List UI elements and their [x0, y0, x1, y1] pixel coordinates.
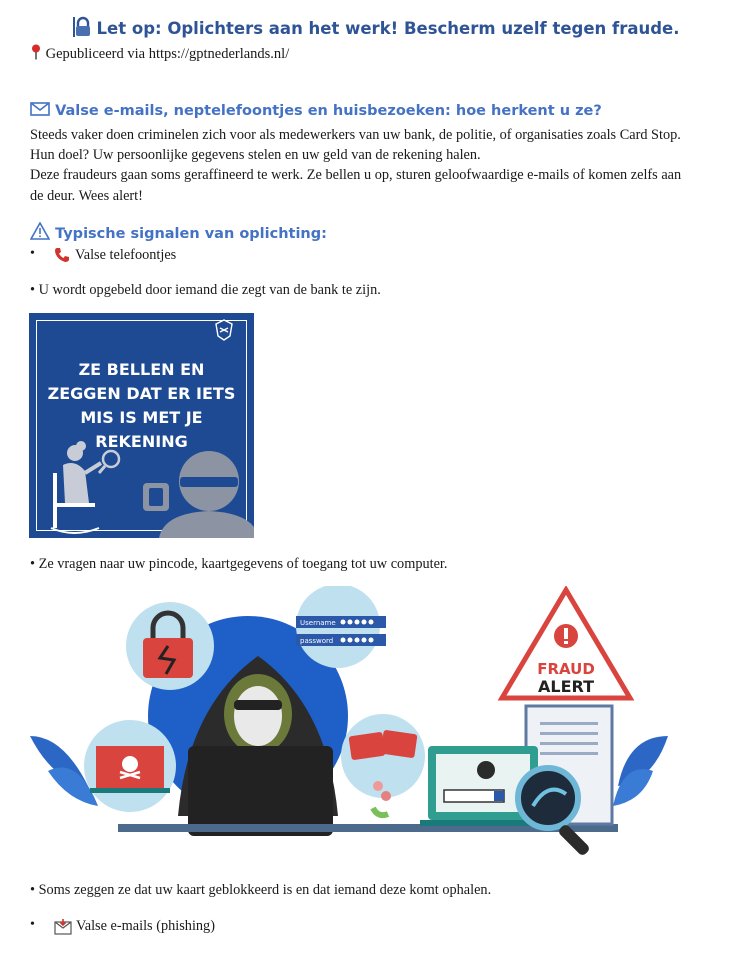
signal-item-card-pickup: • Soms zeggen ze dat uw kaart geblokkeerd is en dat iemand deze komt ophalen. [30, 882, 492, 898]
envelope-arrow-icon [54, 919, 72, 940]
svg-text:password: password [300, 637, 334, 645]
laptop-icon [188, 746, 333, 836]
lock-icon [71, 16, 93, 42]
phone-icon [54, 247, 70, 268]
intro-paragraph: Steeds vaker doen criminelen zich voor als medewerkers van uw bank, de politie, of organisaties zoals Card Stop. Hun doel? Uw persoonlijke gegevens stelen en uw geld van de rekening halen. Deze fraudeurs gaan soms geraffineerd te werk. Ze bellen u op, sturen geloofwaardige e-mails of komen zelfs aan de deur. Wees alert! [30, 127, 682, 204]
envelope-icon [30, 103, 55, 119]
section-heading-signals: Typische signalen van oplichting: [30, 222, 327, 242]
hacker-illustration [28, 586, 673, 866]
warning-icon [30, 226, 55, 242]
police-poster-image [29, 313, 254, 538]
list-item: • Valse telefoontjes [0, 246, 750, 266]
svg-text:Username: Username [300, 619, 336, 627]
page-title: Let op: Oplichters aan het werk! Bescherm uzelf tegen fraude. [0, 16, 750, 42]
section-heading-fraud-types: Valse e-mails, neptelefoontjes en huisbezoeken: hoe herkent u ze? [30, 102, 602, 119]
published-line: Gepubliceerd via https://gptnederlands.nl/ [30, 44, 289, 63]
poster-text: ZE BELLEN EN ZEGGEN DAT ER IETS MIS IS MET JE REKENING [47, 360, 236, 451]
list-item: • Valse e-mails (phishing) [0, 917, 750, 937]
svg-text:ALERT: ALERT [537, 677, 595, 696]
police-logo-icon [214, 319, 234, 346]
signal-item-pin-request: • Ze vragen naar uw pincode, kaartgegevens of toegang tot uw computer. [30, 556, 448, 572]
signal-item-bank-call: • U wordt opgebeld door iemand die zegt van de bank te zijn. [30, 282, 381, 298]
poster-illustration [29, 433, 254, 538]
svg-text:FRAUD: FRAUD [537, 660, 595, 678]
pin-icon [30, 46, 46, 62]
